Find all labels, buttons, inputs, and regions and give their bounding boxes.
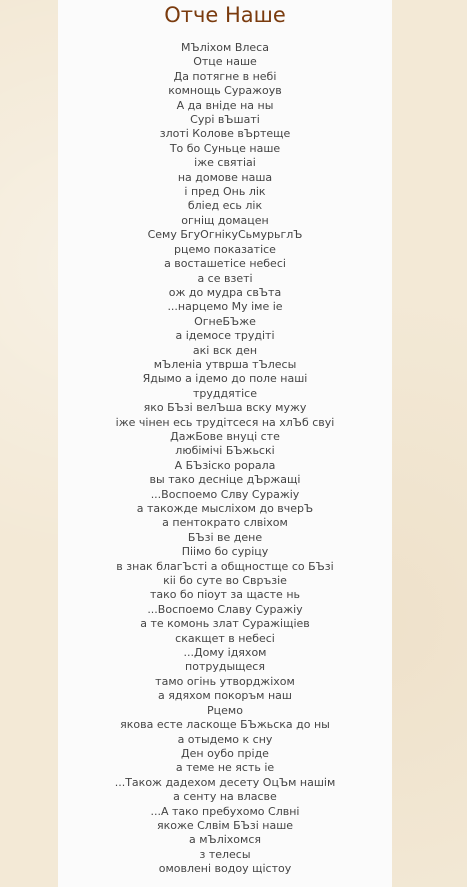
prayer-line: а се взеті xyxy=(197,271,253,285)
prayer-line: МЪліхом Влеса xyxy=(181,41,269,54)
prayer-line: ...Дому ідяхом xyxy=(183,646,267,660)
prayer-line: омовлені водоу щістоу xyxy=(158,862,292,876)
prayer-line: потрудыщеся xyxy=(185,660,265,674)
prayer-line: бліед есь лік xyxy=(187,199,263,213)
prayer-line: ...А тако пребухомо Слвні xyxy=(150,804,300,818)
prayer-line: якоже Слвім БЪзі наше xyxy=(156,818,294,832)
prayer-line: на домове наша xyxy=(177,170,273,184)
prayer-line: а ядяхом покоръм наш xyxy=(158,689,292,703)
prayer-line: акі вск ден xyxy=(192,343,258,357)
prayer-line: А да вніде на ны xyxy=(176,98,274,112)
prayer-line: А БЪзіско рорала xyxy=(174,458,276,472)
prayer-line: злоті Колове вЪртеще xyxy=(159,127,291,141)
page-title: Отче Наше xyxy=(164,3,286,27)
prayer-line: рцемо показатісе xyxy=(174,242,276,256)
prayer-line: ...Також дадехом десету ОцЪм нашім xyxy=(114,775,336,789)
prayer-line: ...Воспоемо Славу Суражіу xyxy=(147,602,303,616)
prayer-line: ...нарцемо Му іме іе xyxy=(167,300,283,314)
prayer-line: скакщет в небесі xyxy=(175,631,275,645)
prayer-line: а те комонь злат Суражіщіев xyxy=(140,617,310,631)
prayer-line: ДажБове внуці сте xyxy=(170,429,280,443)
prayer-line: комнощь Суражоув xyxy=(168,84,282,98)
content-panel xyxy=(58,0,392,887)
prayer-line: і пред Онь лік xyxy=(184,185,266,199)
prayer-line: ож до мудра свЪта xyxy=(168,285,282,299)
prayer-line: Отце наше xyxy=(193,55,257,69)
prayer-line: а ідемосе трудіті xyxy=(175,329,275,343)
prayer-line: кіі бо суте во Свръзіе xyxy=(163,574,287,588)
prayer-line: якова есте ласкоще БЪжьска до ны xyxy=(120,718,330,732)
prayer-line: а отыдемо к сну xyxy=(177,732,273,746)
prayer-line: ...Воспоемо Слву Суражіу xyxy=(150,487,300,501)
prayer-line: з телесы xyxy=(199,847,251,861)
prayer-text xyxy=(58,41,392,877)
prayer-line: а теме не ясть іе xyxy=(175,761,275,775)
prayer-line: огніщ домацен xyxy=(181,213,269,227)
prayer-line: в знак благЪсті а общностще со БЪзі xyxy=(116,559,334,573)
prayer-line: любімічі БЪжьскі xyxy=(175,444,275,458)
prayer-line: ОгнеБЪже xyxy=(194,314,256,328)
prayer-line: яко БЪзі велЪша вску мужу xyxy=(143,401,307,415)
prayer-line: Піімо бо суріцу xyxy=(181,545,269,559)
prayer-line: Рцемо xyxy=(207,703,243,717)
prayer-line: Да потягне в небі xyxy=(173,69,277,83)
prayer-line: вы тако десніце дЪржащі xyxy=(149,473,301,487)
prayer-line: труддятісе xyxy=(192,386,257,400)
prayer-line: Сему БгуОгнікуСьмурьглЪ xyxy=(147,228,303,242)
prayer-line: іже чінен есь трудітсеся на хлЪб свуі xyxy=(115,415,335,429)
prayer-line: Ден оубо пріде xyxy=(181,746,269,760)
prayer-line: іже святіаі xyxy=(194,156,256,170)
prayer-line: тако бо піоут за щасте нь xyxy=(149,588,300,602)
prayer-line: То бо Суньце наше xyxy=(169,141,281,155)
prayer-line: а такожде мысліхом до вчерЪ xyxy=(136,502,314,515)
prayer-line: БЪзі ве дене xyxy=(187,530,263,544)
prayer-line: а мЪліхомся xyxy=(189,833,261,847)
prayer-line: Ядымо а ідемо до поле наші xyxy=(142,372,308,386)
prayer-line: а пентократо слвіхом xyxy=(162,516,288,530)
prayer-line: а сенту на власве xyxy=(173,790,277,804)
prayer-line: мЪленіа утврша тЪлесы xyxy=(153,357,297,371)
prayer-line: Сурі вЪшаті xyxy=(190,113,260,127)
prayer-line: тамо огінь утворджіхом xyxy=(155,674,295,688)
prayer-line: а восташетісе небесі xyxy=(164,257,286,271)
